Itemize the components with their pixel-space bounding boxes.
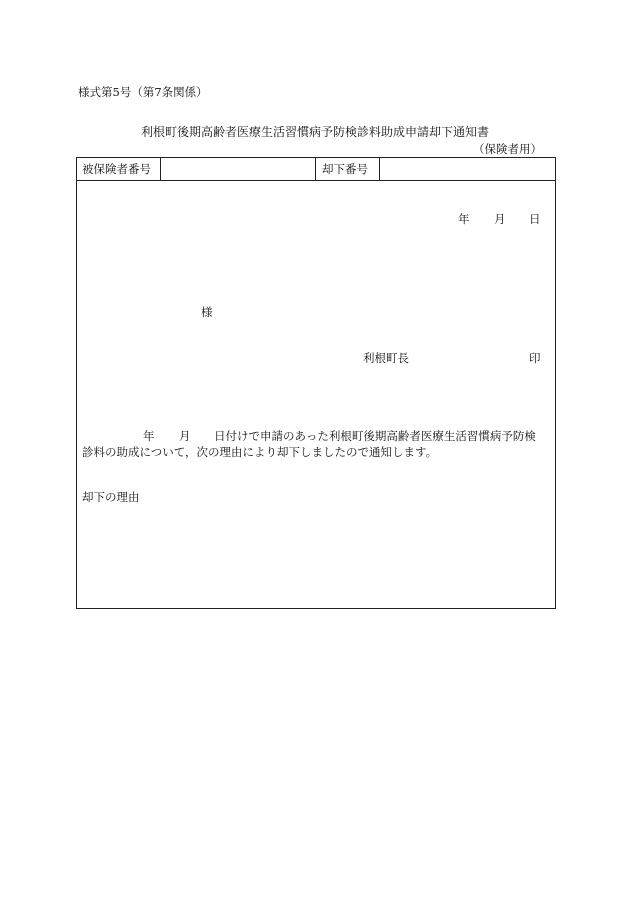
form-number: 様式第5号（第7条関係） bbox=[78, 85, 208, 99]
issuer-name: 利根町長 bbox=[363, 351, 409, 365]
rejection-number-label: 却下番号 bbox=[316, 158, 380, 180]
rejection-number-field[interactable] bbox=[380, 158, 555, 180]
date-year-label: 年 bbox=[458, 212, 470, 226]
addressee-honorific: 様 bbox=[201, 305, 213, 319]
date-day-label: 日 bbox=[529, 212, 541, 226]
insured-number-field[interactable] bbox=[161, 158, 316, 180]
body-month-label: 月 bbox=[179, 429, 191, 443]
rejection-reason-label: 却下の理由 bbox=[82, 490, 140, 504]
seal-mark: 印 bbox=[529, 351, 541, 365]
recipient-type: （保険者用） bbox=[473, 142, 542, 156]
header-row bbox=[77, 158, 555, 181]
body-text-line-1: 日付けで申請のあった利根町後期高齢者医療生活習慣病予防検 bbox=[214, 429, 536, 443]
body-year-label: 年 bbox=[143, 429, 155, 443]
body-text-line-2: 診料の助成について，次の理由により却下しましたので通知します。 bbox=[82, 445, 438, 459]
insured-number-label: 被保険者番号 bbox=[77, 158, 161, 180]
date-month-label: 月 bbox=[494, 212, 506, 226]
document-title: 利根町後期高齢者医療生活習慣病予防検診料助成申請却下通知書 bbox=[140, 125, 489, 139]
notice-form-box bbox=[76, 157, 556, 609]
